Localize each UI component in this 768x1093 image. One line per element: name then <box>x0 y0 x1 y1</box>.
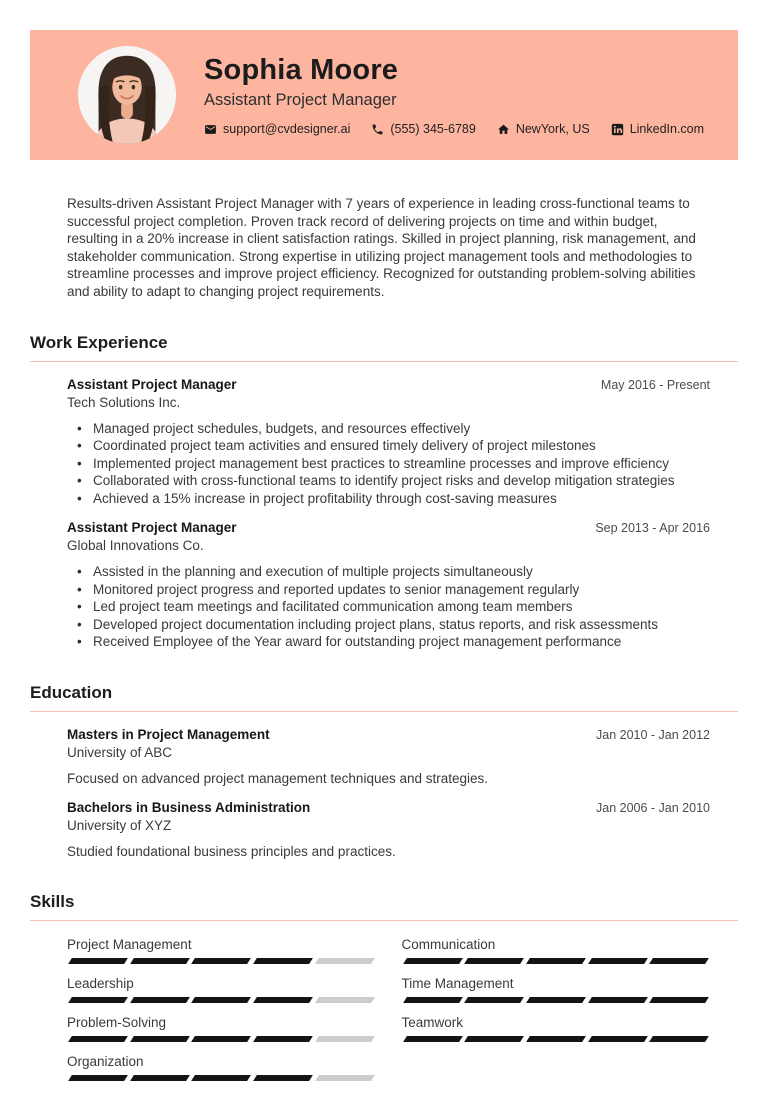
skill-item <box>402 976 711 1003</box>
skill-bar-segment <box>526 958 585 964</box>
skill-name: Teamwork <box>401 1014 464 1030</box>
skill-bar-segment <box>649 997 708 1003</box>
education-entry <box>30 787 738 860</box>
skill-item <box>402 1015 711 1042</box>
skill-item <box>402 937 711 964</box>
skill-name: Project Management <box>67 936 192 952</box>
skill-bar-segment <box>192 1036 251 1042</box>
skill-bar-segment <box>588 1036 647 1042</box>
skill-item <box>67 1054 376 1081</box>
contact-linkedin-text: LinkedIn.com <box>629 122 705 136</box>
education-dates: Jan 2010 - Jan 2012 <box>596 727 710 742</box>
skill-bar-segment <box>464 997 523 1003</box>
summary-text: Results-driven Assistant Project Manager with 7 years of experience in leading cross-functional teams to successful project completion. Proven track record of delivering projects on time and within budget, resulting in a 20% increase in client satisfaction ratings. Skilled in project planning, risk management, and stakeholder communication. Strong expertise in utilizing project management tools and methodologies to streamline processes and improve project efficiency. Recognized for outstanding problem-solving abilities and ability to adapt to changing project requirements. <box>67 196 696 299</box>
job-bullet: • Monitored project progress and reported updates to senior management regularly <box>76 581 710 599</box>
phone-icon <box>371 123 384 136</box>
skill-bar-segment <box>68 997 127 1003</box>
contact-row <box>204 122 704 136</box>
job-entry <box>30 362 738 508</box>
skill-bar-segment <box>130 997 189 1003</box>
skill-bar-segment <box>130 1036 189 1042</box>
job-bullet: • Collaborated with cross-functional teams to identify project risks and develop mitigation strategies <box>76 472 710 490</box>
skill-item <box>67 976 376 1003</box>
section-education <box>30 683 738 860</box>
job-bullet: • Implemented project management best practices to streamline processes and improve efficiency <box>76 455 710 473</box>
skill-bar-segment <box>192 958 251 964</box>
skill-bar <box>402 997 711 1003</box>
skill-bar <box>67 997 376 1003</box>
skill-name: Organization <box>67 1053 144 1069</box>
skill-bar-segment <box>403 997 462 1003</box>
contact-phone-text: (555) 345-6789 <box>390 122 476 136</box>
section-work-experience <box>30 333 738 651</box>
skill-bar-segment <box>315 997 374 1003</box>
skill-bar-segment <box>464 1036 523 1042</box>
skill-bar-segment <box>315 1036 374 1042</box>
avatar <box>78 46 176 144</box>
email-icon <box>204 123 217 136</box>
contact-email[interactable] <box>204 122 350 136</box>
education-description: Studied foundational business principles and practices. <box>67 843 396 859</box>
job-bullet: • Achieved a 15% increase in project profitability through cost-saving measures <box>76 490 710 508</box>
skill-bar-segment <box>192 997 251 1003</box>
job-dates: May 2016 - Present <box>600 377 710 392</box>
skill-name: Time Management <box>401 975 514 991</box>
job-bullet: • Managed project schedules, budgets, and resources effectively <box>76 420 710 438</box>
skill-item <box>67 937 376 964</box>
person-name: Sophia Moore <box>204 54 399 86</box>
job-company: Tech Solutions Inc. <box>67 394 181 410</box>
degree-title: Bachelors in Business Administration <box>67 799 311 815</box>
skill-bar-segment <box>253 997 312 1003</box>
school-name: University of XYZ <box>67 817 172 833</box>
contact-email-text: support@cvdesigner.ai <box>223 122 351 136</box>
contact-phone <box>371 122 475 136</box>
skill-bar-segment <box>649 958 708 964</box>
skill-bar <box>402 1036 711 1042</box>
skill-bar-segment <box>68 958 127 964</box>
job-entry-head <box>67 519 710 554</box>
education-description: Focused on advanced project management techniques and strategies. <box>67 770 489 786</box>
job-title: Assistant Project Manager <box>67 376 237 392</box>
education-entry-titles <box>67 726 270 761</box>
resume-header <box>30 30 738 160</box>
education-entry-head <box>67 799 710 834</box>
skill-name: Communication <box>401 936 496 952</box>
section-heading-education: Education <box>30 683 738 712</box>
job-bullet: • Received Employee of the Year award for outstanding project management performance <box>76 633 710 651</box>
job-title: Assistant Project Manager <box>67 520 237 536</box>
school-name: University of ABC <box>67 744 173 760</box>
job-entry-titles <box>67 376 237 411</box>
skill-bar-segment <box>649 1036 708 1042</box>
avatar-illustration <box>78 46 176 144</box>
skill-bar-segment <box>253 1036 312 1042</box>
section-heading-work: Work Experience <box>30 333 738 362</box>
skill-bar-segment <box>130 958 189 964</box>
skill-bar-segment <box>315 958 374 964</box>
header-info <box>204 54 704 136</box>
job-entry-titles <box>67 519 237 554</box>
skill-item <box>67 1015 376 1042</box>
section-heading-skills: Skills <box>30 892 738 921</box>
skills-column-right <box>402 937 711 1093</box>
home-icon <box>497 123 510 136</box>
education-entry-titles <box>67 799 310 834</box>
job-bullet: • Assisted in the planning and execution of multiple projects simultaneously <box>76 563 710 581</box>
skill-bar <box>67 958 376 964</box>
skill-bar <box>402 958 711 964</box>
education-entry <box>30 712 738 787</box>
degree-title: Masters in Project Management <box>67 726 270 742</box>
skill-name: Leadership <box>67 975 134 991</box>
job-company: Global Innovations Co. <box>67 538 204 554</box>
job-bullet-list <box>67 563 710 651</box>
skill-bar-segment <box>588 958 647 964</box>
job-bullet: • Coordinated project team activities and ensured timely delivery of project milestones <box>76 437 710 455</box>
skill-name: Problem-Solving <box>67 1014 167 1030</box>
skill-bar <box>67 1036 376 1042</box>
skill-bar-segment <box>403 958 462 964</box>
skill-bar-segment <box>526 997 585 1003</box>
job-bullet: • Developed project documentation including project plans, status reports, and risk assessments <box>76 616 710 634</box>
job-bullet: • Led project team meetings and facilitated communication among team members <box>76 598 710 616</box>
contact-location-text: NewYork, US <box>515 122 590 136</box>
job-entry <box>30 507 738 651</box>
skill-bar-segment <box>588 997 647 1003</box>
skill-bar-segment <box>526 1036 585 1042</box>
education-entry-head <box>67 726 710 761</box>
skills-grid <box>30 921 738 1093</box>
skill-bar-segment <box>253 958 312 964</box>
education-dates: Jan 2006 - Jan 2010 <box>596 800 710 815</box>
job-entry-head <box>67 376 710 411</box>
linkedin-icon <box>611 123 624 136</box>
contact-location <box>497 122 590 136</box>
skill-bar-segment <box>68 1036 127 1042</box>
skill-bar-segment <box>464 958 523 964</box>
section-skills <box>30 892 738 1093</box>
contact-linkedin[interactable] <box>611 122 704 136</box>
job-bullet-list <box>67 420 710 508</box>
skill-bar-segment <box>403 1036 462 1042</box>
job-dates: Sep 2013 - Apr 2016 <box>595 521 710 536</box>
skills-column-left <box>67 937 376 1093</box>
person-title: Assistant Project Manager <box>204 91 397 109</box>
